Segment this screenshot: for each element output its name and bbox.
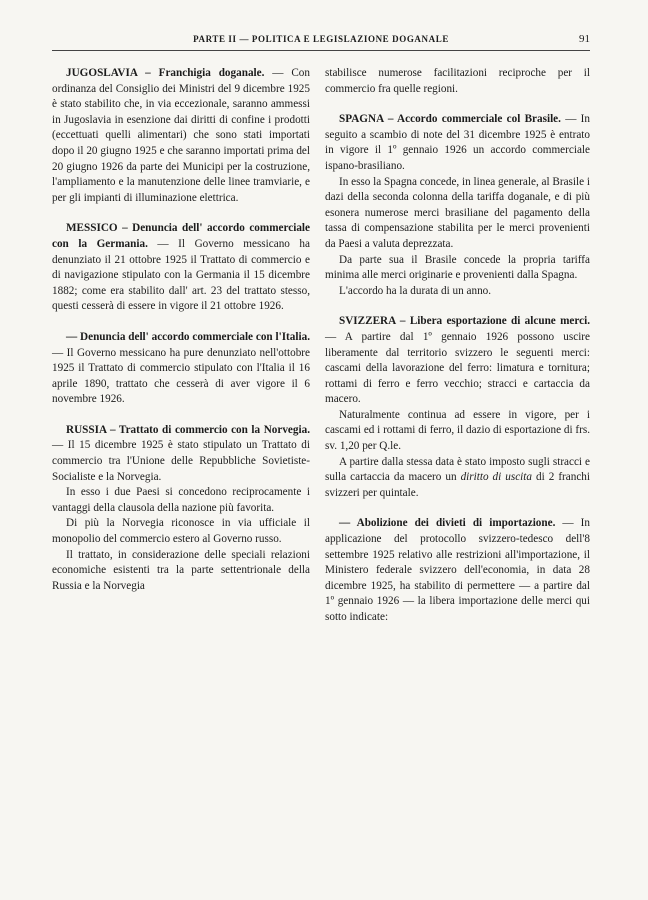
paragraph [52,423,310,485]
paragraph-text: — In seguito a scambio di note del 31 dicembre 1925 è entrato in vigore il 1º gennaio 1926 un accordo commerciale ispano-brasiliano. [325,113,590,172]
paragraph-text: — In applicazione del protocollo svizzero-tedesco dell'8 settembre 1925 relativo alle restrizioni all'importazione, il Ministero federale svizzero dell'economia, in data 28 dicembre 1925, ha stabilito di permettere — a partire dal 1º gennaio 1926 — la libera importazione delle merci qui sotto indicate: [325,517,590,623]
country-name: SPAGNA [339,113,384,126]
section-russia-continued [325,66,590,97]
country-name: MESSICO [66,222,118,235]
paragraph [52,330,310,408]
paragraph [325,112,590,174]
page-number: 91 [579,33,590,45]
paragraph-text: — Il 15 dicembre 1925 è stato stipulato un Trattato di commercio tra l'Unione delle Repubbliche Sovietiste-Socialiste e la Norvegia. [52,439,310,483]
paragraph [52,221,310,315]
paragraph [325,314,590,408]
section-heading: — Denuncia dell' accordo commerciale con l'Italia. [66,330,310,343]
country-name: SVIZZERA [339,315,396,328]
paragraph [325,516,590,625]
country-name: RUSSIA [66,423,107,436]
section-heading: – Franchigia doganale. [137,67,265,79]
paragraph: Il trattato, in considerazione delle speciali relazioni economiche esistenti tra la parte settentrionale della Russia e la Norvegia [52,548,310,592]
paragraph: Naturalmente continua ad essere in vigore, per i cascami ed i rottami di ferro, il dazio di esportazione di frs. sv. 1,20 per Q.le. [325,408,590,453]
paragraph: In esso la Spagna concede, in linea generale, al Brasile i dazi della seconda colonna della tariffa doganale, e di più esonera numerose merci brasiliane del pagamento della tassa di compensazione stabilita per le merci provenienti da Paesi a valuta deprezzata. [325,175,590,250]
section-heading: – Denuncia dell' accordo commerciale con la Germania. [52,222,310,250]
section-heading: – Libera esportazione di alcune merci. [395,315,590,328]
section-svizzera-divieti [325,516,590,625]
paragraph: stabilisce numerose facilitazioni reciproche per il commercio fra quelle regioni. [325,67,590,95]
section-heading: — Abolizione dei divieti di importazione. [339,517,556,530]
paragraph [325,455,590,502]
page-header [52,30,590,51]
running-head: PARTE II — POLITICA E LEGISLAZIONE DOGANALE [193,34,449,44]
paragraph-text: di 2 franchi svizzeri per quintale. [325,471,590,499]
paragraph [52,66,310,206]
section-russia [52,423,310,595]
paragraph-text: — Con ordinanza del Consiglio dei Ministri del 9 dicembre 1925 è stato stabilito che, in via eccezionale, saranno ammessi in Jugoslavia in esenzione dai diritti di confine i prodotti (eccettuati quelli alimentari) che sono stati importati dopo il 20 giugno 1925 e che saranno importati prima del 20 giugno 1926 da parte dei Municipi per la costruzione, l'ampliamento e la manutenzione delle linee tramviarie, e per gli impianti di illuminazione elettrica. [52,67,310,204]
paragraph: Di più la Norvegia riconosce in via ufficiale il monopolio del commercio estero al Governo russo. [52,517,310,546]
section-heading: – Accordo commerciale col Brasile. [383,113,561,126]
emphasized-text: diritto di uscita [460,471,532,484]
section-jugoslavia [52,66,310,206]
paragraph-text: — Il Governo messicano ha denunziato il 21 ottobre 1925 il Trattato di commercio e di navigazione stipulato con la Germania il 15 dicembre 1882; come era stabilito dall' art. 23 del trattato stesso, questi cesserà di essere in vigore il 21 ottobre 1926. [52,237,310,313]
paragraph-text: A partire dalla stessa data è stato imposto sugli stracci e sulla cartaccia da macero un [325,455,590,484]
paragraph: In esso i due Paesi si concedono reciprocamente i vantaggi della clausola della nazione più favorita. [52,486,310,514]
paragraph: Da parte sua il Brasile concede la propria tariffa minima alle merci originarie e provenienti dalla Spagna. [325,253,590,282]
left-column [52,66,310,609]
section-heading: – Trattato di commercio con la Norvegia. [106,423,310,436]
paragraph-text: — A partire dal 1º gennaio 1926 possono uscire liberamente dal territorio svizzero le seguenti merci: cascami della lavorazione del ferro: limatura e tornitura; rottami di ferro e ferro vecchio; stracci e cartaccia da macero. [325,330,590,406]
right-column [325,66,590,641]
paragraph-text: — Il Governo messicano ha pure denunziato nell'ottobre 1925 il Trattato di commercio stipulato con l'Italia il 16 aprile 1890, trattato che cesserà di aver vigore il 6 novembre 1926. [52,346,310,406]
country-name: JUGOSLAVIA [66,67,138,79]
section-messico [52,221,310,315]
section-messico-italia [52,330,310,408]
section-svizzera [325,314,590,501]
section-spagna [325,112,590,299]
paragraph: L'accordo ha la durata di un anno. [339,284,492,297]
